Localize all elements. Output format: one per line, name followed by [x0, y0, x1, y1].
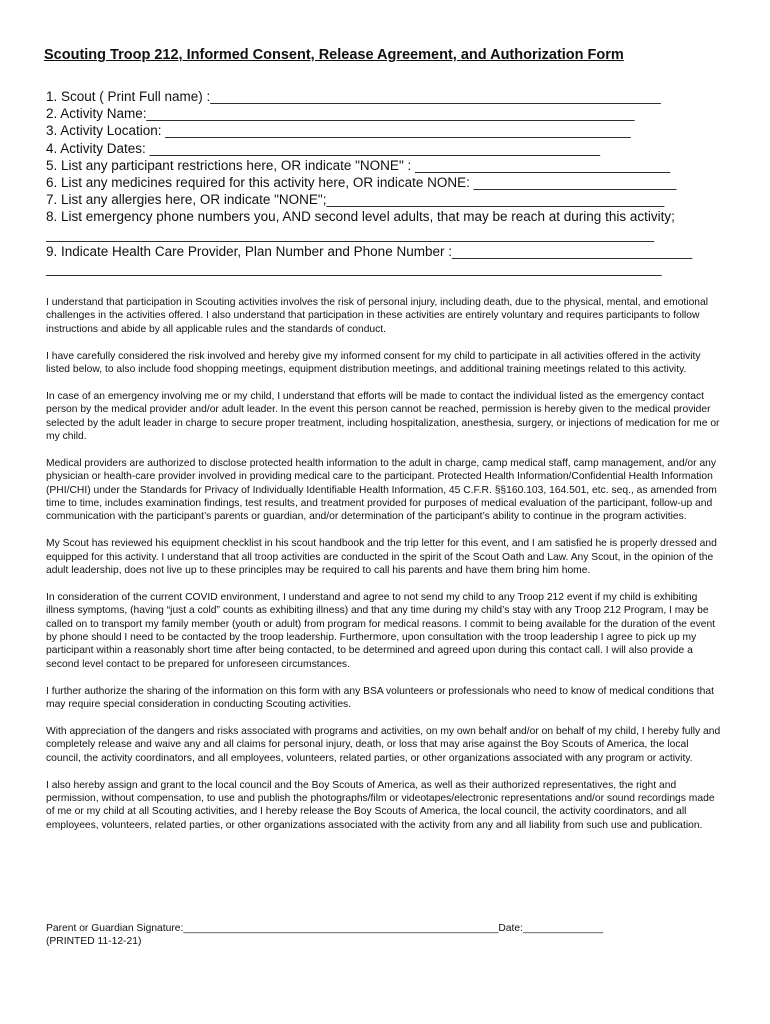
field-health-care-provider[interactable]: 9. Indicate Health Care Provider, Plan Number and Phone Number :________________________________ — [46, 243, 693, 259]
signature-block — [46, 922, 726, 949]
printed-date: (PRINTED 11-12-21) — [46, 936, 142, 948]
paragraph-equipment: My Scout has reviewed his equipment checklist in his scout handbook and the trip letter for this event, and I am satisfied he is properly dressed and equipped for this activity. I understand that all troop activities are conducted in the spirit of the Scout Oath and Law. Any Scout, in the opinion of the adult leadership, does not live up to these principles may be required to call his parents and have them bring him home. — [46, 538, 717, 577]
paragraph-media-release: I also hereby assign and grant to the local council and the Boy Scouts of America, as well as their authorized representatives, the right and permission, without compensation, to use and publish the photographs/film or videotapes/electronic representations and/or sound recordings made of me or my child at all Scouting activities, and I hereby release the Boy Scouts of America, the local council, the activity coordinators, and all employees, volunteers, related parties, or other organizations associated with the activity from any and all liability from such use and publication. — [46, 779, 715, 831]
form-title: Scouting Troop 212, Informed Consent, Release Agreement, and Authorization Form — [44, 47, 624, 63]
paragraph-risk-understanding: I understand that participation in Scouting activities involves the risk of personal injury, including death, due to the physical, mental, and emotional challenges in the activities offered. I also understand that participation in these activities are entirely voluntary and requires participants to follow instructions and abide by all applicable rules and the standards of conduct. — [46, 297, 709, 335]
form-fields — [46, 88, 726, 277]
field-participant-restrictions[interactable]: 5. List any participant restrictions here, OR indicate "NONE" : __________________________________ — [46, 157, 671, 173]
field-activity-name[interactable]: 2. Activity Name:_________________________________________________________________ — [46, 106, 635, 122]
field-health-care-provider-line[interactable]: __________________________________________________________________________________ — [46, 260, 662, 276]
field-medicines[interactable]: 6. List any medicines required for this activity here, OR indicate NONE: ___________________________ — [46, 174, 677, 190]
field-emergency-phones-line[interactable]: _________________________________________________________________________________ — [46, 226, 655, 242]
field-scout-name[interactable]: 1. Scout ( Print Full name) :____________________________________________________________ — [46, 89, 661, 104]
paragraph-informed-consent: I have carefully considered the risk involved and hereby give my informed consent for my child to participate in all activities offered in the activity listed below, to also include food shopping meetings, equipment distribution meetings, and additional training meetings related to this activity. — [46, 350, 701, 376]
paragraph-covid: In consideration of the current COVID environment, I understand and agree to not send my child to any Troop 212 event if my child is exhibiting illness symptoms, (having “just a cold” counts as exhibiting illness) and that any time during my child’s stay with any Troop 212 Program, I may be called on to transport my family member (youth or adult) from program for medical reasons. I commit to being available for the duration of the event by phone should I need to be contacted by the troop leadership. Furthermore, upon consultation with the troop leadership I agree to pick up my participant within a reasonably short time after being contacted, to be determined and agreed upon during this contact call. I will also provide a second level contact to be prepared for unforeseen circumstances. — [46, 591, 716, 670]
paragraph-medical-disclosure: Medical providers are authorized to disclose protected health information to the adult in charge, camp medical staff, camp management, and/or any physician or health-care provider involved in providing medical care to the participant. Protected Health Information/Confidential Health Information (PHI/CHI) under the Standards for Privacy of Individually Identifiable Health Information, 45 C.F.R. §§160.103, 164.501, etc. seq., as amended from time to time, includes examination findings, test results, and treatment provided for purposes of medical evaluation of the participant, follow-up and communication with the participant’s parents or guardian, and/or determination of the participant’s ability to continue in the program activities. — [46, 457, 717, 523]
signature-date-line[interactable]: Parent or Guardian Signature:_______________________________________________________Date:______________ — [46, 923, 604, 934]
paragraph-release-waiver: With appreciation of the dangers and risks associated with programs and activities, on my own behalf and/or on behalf of my child, I hereby fully and completely release and waive any and all claims for personal injury, death, or loss that may arise against the Boy Scouts of America, the local council, the activity coordinators, and all employees, volunteers, related parties, or other organizations associated with any program or activity. — [46, 725, 721, 764]
field-emergency-phones-label: 8. List emergency phone numbers you, AND second level adults, that may be reach at during this activity; — [46, 209, 675, 225]
consent-paragraphs — [46, 296, 724, 846]
paragraph-info-sharing: I further authorize the sharing of the information on this form with any BSA volunteers or professionals who need to know of medical conditions that may require special consideration in conducting Scouting activities. — [46, 685, 714, 711]
paragraph-emergency: In case of an emergency involving me or my child, I understand that efforts will be made to contact the individual listed as the emergency contact person by the medical provider and/or adult leader. In the event this person cannot be reached, permission is hereby given to the medical provider selected by the adult leader in charge to secure proper treatment, including hospitalization, anesthesia, surgery, or injections of medication for me or my child. — [46, 390, 720, 443]
field-activity-location[interactable]: 3. Activity Location: ______________________________________________________________ — [46, 123, 631, 139]
field-allergies[interactable]: 7. List any allergies here, OR indicate "NONE";_____________________________________________ — [46, 192, 665, 208]
field-activity-dates[interactable]: 4. Activity Dates: ____________________________________________________________ — [46, 140, 601, 156]
